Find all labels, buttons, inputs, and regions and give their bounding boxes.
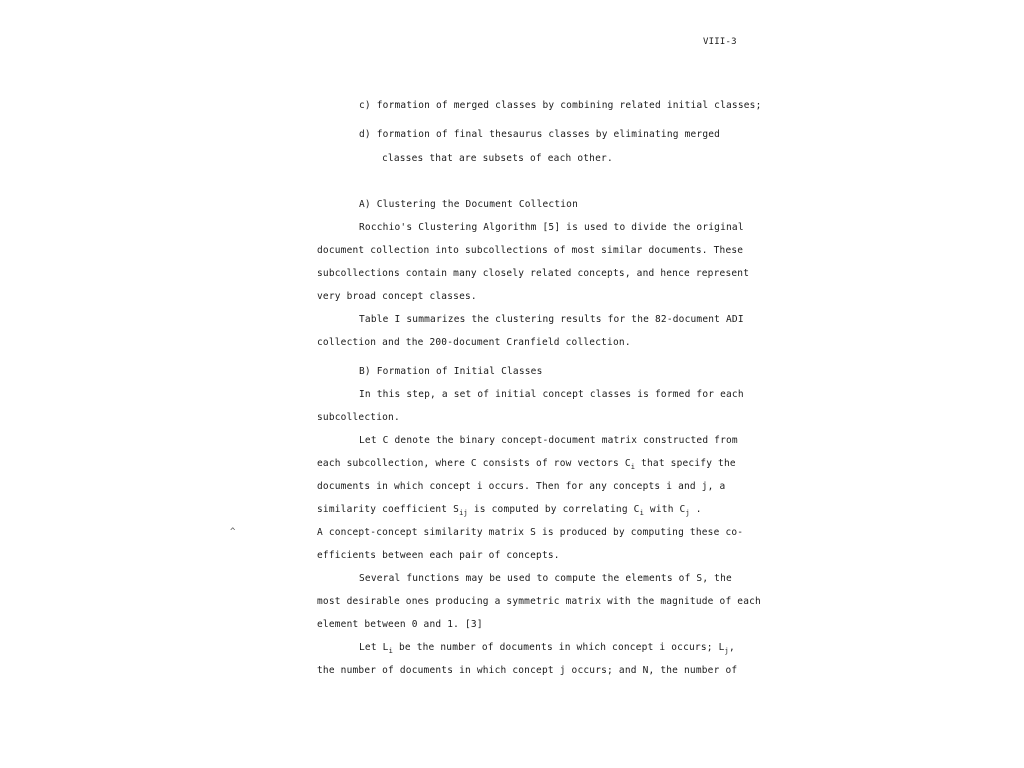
paragraph-line: document collection into subcollections of most similar documents. These (317, 245, 744, 256)
paragraph-line (317, 458, 736, 470)
text-segment: that specify the (635, 458, 736, 469)
paragraph-line: Let C denote the binary concept-document matrix constructed from (359, 435, 738, 446)
list-item-d-continued: classes that are subsets of each other. (382, 153, 613, 164)
text-segment: each subcollection, where C consists of row vectors C (317, 458, 631, 469)
text-segment: . (689, 504, 702, 515)
paragraph-line: documents in which concept i occurs. Then for any concepts i and j, a (317, 481, 726, 492)
text-segment: with C (644, 504, 686, 515)
text-segment: be the number of documents in which concept i occurs; L (393, 642, 725, 653)
paragraph-line (359, 642, 735, 654)
paragraph-line: very broad concept classes. (317, 291, 477, 302)
paragraph-line: Rocchio's Clustering Algorithm [5] is used to divide the original (359, 222, 744, 233)
text-segment: , (728, 642, 735, 653)
paragraph-line: A concept-concept similarity matrix S is produced by computing these co- (317, 527, 744, 538)
margin-mark: ^ (230, 527, 236, 537)
paragraph-line (317, 504, 702, 516)
section-heading-b: B) Formation of Initial Classes (359, 366, 543, 377)
page-number: VIII-3 (703, 37, 737, 47)
subscript: i (388, 646, 394, 655)
paragraph-line: subcollections contain many closely related concepts, and hence represent (317, 268, 750, 279)
paragraph-line: efficients between each pair of concepts. (317, 550, 560, 561)
subscript: ij (459, 508, 468, 517)
paragraph-line: collection and the 200-document Cranfield collection. (317, 337, 631, 348)
text-segment: is computed by correlating C (467, 504, 640, 515)
paragraph-line: Table I summarizes the clustering results for the 82-document ADI (359, 314, 744, 325)
paragraph-line: subcollection. (317, 412, 400, 423)
paragraph-line: the number of documents in which concept j occurs; and N, the number of (317, 665, 738, 676)
section-heading-a: A) Clustering the Document Collection (359, 199, 579, 210)
list-item-d: d) formation of final thesaurus classes by eliminating merged (359, 129, 721, 140)
text-segment: Let L (359, 642, 389, 653)
subscript: i (639, 508, 645, 517)
paragraph-line: element between 0 and 1. [3] (317, 619, 483, 630)
paragraph-line: most desirable ones producing a symmetric matrix with the magnitude of each (317, 596, 761, 607)
subscript: j (685, 508, 690, 517)
paragraph-line: Several functions may be used to compute the elements of S, the (359, 573, 732, 584)
subscript: j (724, 646, 729, 655)
text-segment: similarity coefficient S (317, 504, 460, 515)
list-item-c: c) formation of merged classes by combining related initial classes; (359, 100, 762, 111)
subscript: i (630, 462, 636, 471)
paragraph-line: In this step, a set of initial concept classes is formed for each (359, 389, 744, 400)
